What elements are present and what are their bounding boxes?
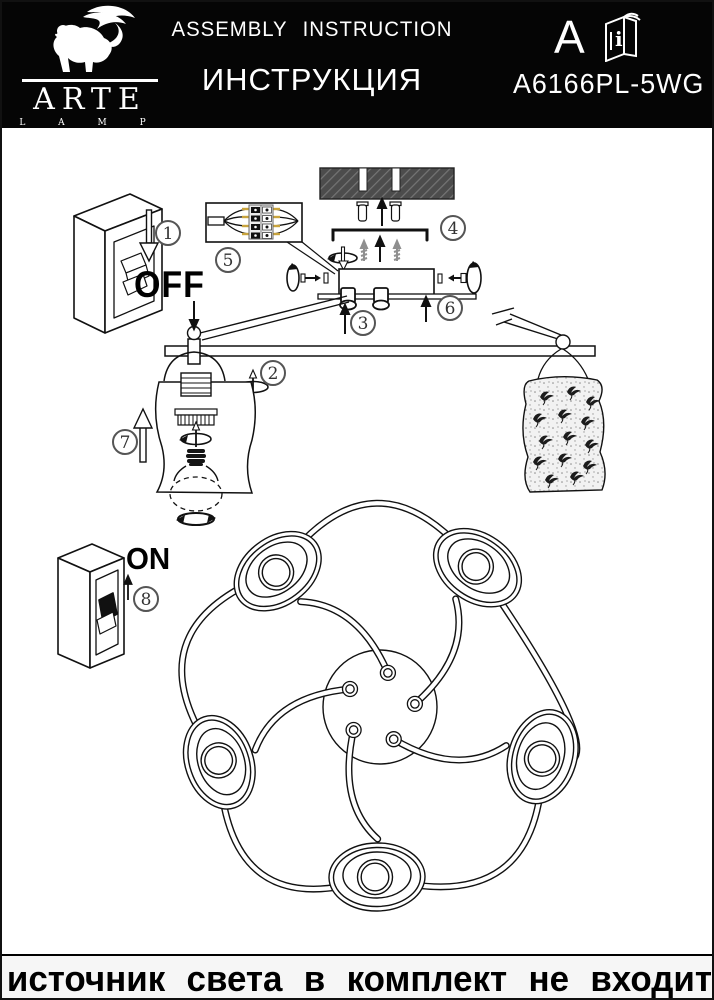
lamp-shade xyxy=(219,515,337,627)
svg-text:i: i xyxy=(615,27,623,51)
step-badge-3: 3 xyxy=(350,310,376,336)
on-switch-illustration xyxy=(58,544,124,668)
step-badge-7: 7 xyxy=(112,429,138,455)
step-badge-1: 1 xyxy=(155,220,181,246)
lamp-shade xyxy=(496,701,589,813)
title-english: ASSEMBLY INSTRUCTION xyxy=(171,18,453,41)
on-label: ON xyxy=(126,541,171,576)
brand-name: ARTE xyxy=(33,82,147,117)
model-number: A6166PL-5WG xyxy=(512,68,704,99)
shade-bulb-detail xyxy=(134,373,255,525)
arrow-up-step8 xyxy=(125,576,132,600)
lamp-shade xyxy=(328,842,425,912)
step-badge-6: 6 xyxy=(437,295,463,321)
assembly-diagram xyxy=(2,2,714,959)
revision-letter: A xyxy=(554,11,585,63)
footer-note: источник света в комплект не входит xyxy=(6,958,712,999)
lamp-shade xyxy=(172,706,268,819)
footer-strip xyxy=(2,954,714,1000)
step-badge-8: 8 xyxy=(133,586,159,612)
step-badge-4: 4 xyxy=(440,215,466,241)
chandelier-bottom-view xyxy=(172,503,590,912)
lamp-bar-detail xyxy=(164,296,595,394)
off-label: OFF xyxy=(134,264,205,305)
step-badge-5: 5 xyxy=(215,247,241,273)
title-russian: ИНСТРУКЦИЯ xyxy=(201,62,423,97)
step-badge-2: 2 xyxy=(260,360,286,386)
brand-sub: L A M P xyxy=(19,118,161,128)
fabric-shade-detail xyxy=(523,349,605,492)
